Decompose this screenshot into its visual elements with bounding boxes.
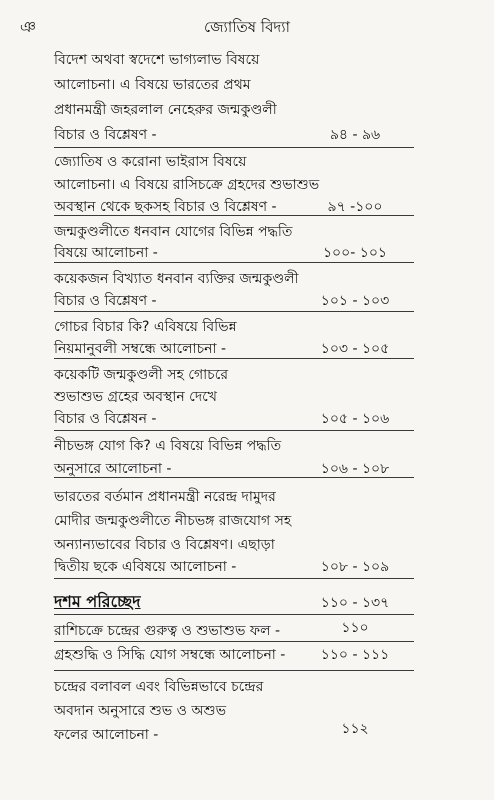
- page-range: ১০১ - ১০৩: [320, 293, 390, 309]
- page-header: [0, 16, 494, 40]
- chapter-title: দশম পরিচ্ছেদ: [54, 592, 141, 611]
- entry-text-line: মোদীর জন্মকুণ্ডলীতে নীচভঙ্গ রাজযোগ সহ: [54, 513, 292, 529]
- entry-divider: [54, 670, 414, 671]
- entry-divider: [54, 262, 414, 263]
- entry-divider: [54, 641, 414, 642]
- page-range: ১১০ - ১১১: [320, 647, 390, 663]
- page-range: ১০০- ১০১: [322, 245, 388, 261]
- entry-divider: [54, 358, 414, 359]
- entry-text-line: অবদান অনুসারে শুভ ও অশুভ: [54, 703, 227, 719]
- entry-text-line: জন্মকুণ্ডলীতে ধনবান যোগের বিভিন্ন পদ্ধতি: [54, 224, 293, 240]
- entry-text-line: চন্দ্রের বলাবল এবং বিভিন্নভাবে চন্দ্রের: [54, 679, 264, 695]
- entry-text-line: কয়েকজন বিখ্যাত ধনবান ব্যক্তির জন্মকুণ্ডলী: [54, 271, 299, 287]
- entry-divider: [54, 578, 414, 579]
- entry-divider: [54, 147, 414, 148]
- running-title: জ্যোতিষ বিদ্যা: [203, 18, 290, 36]
- entry-text-line: অনুসারে আলোচনা -: [54, 461, 172, 477]
- entry-text-line: ভারতের বর্তমান প্রধানমন্ত্রী নরেন্দ্র দামুদর: [54, 489, 276, 505]
- entry-text-line: বিষয়ে আলোচনা -: [54, 245, 158, 261]
- entry-text-line: অন্যান্যভাবের বিচার ও বিশ্লেষণ। এছাড়া: [54, 537, 275, 553]
- entry-text-line: কয়েকটি জন্মকুণ্ডলী সহ গোচরে: [54, 367, 229, 383]
- entry-text-line: বিচার ও বিশ্লেষন -: [54, 411, 157, 427]
- entry-text-line: ফলের আলোচনা -: [54, 727, 159, 743]
- entry-text-line: দ্বিতীয় ছকে এবিষয়ে আলোচনা -: [54, 559, 237, 575]
- entry-text-line: গোচর বিচার কি? এবিষয়ে বিভিন্ন: [54, 319, 237, 335]
- entry-divider: [54, 311, 414, 312]
- entry-divider: [54, 215, 414, 216]
- entry-text-line: বিচার ও বিশ্লেষণ -: [54, 127, 157, 143]
- entry-text-line: রাশিচক্রে চন্দ্রের গুরুত্ব ও শুভাশুভ ফল -: [54, 623, 281, 639]
- entry-divider: [54, 614, 414, 615]
- entry-text-line: বিদেশ অথবা স্বদেশে ভাগ্যলাভ বিষয়ে: [54, 52, 260, 68]
- page-range: ১০৬ - ১০৮: [320, 461, 390, 477]
- chapter-page-range: ১১০ - ১৩৭: [320, 595, 390, 611]
- entry-text-line: শুভাশুভ গ্রহের অবস্থান দেখে: [54, 389, 217, 405]
- entry-text-line: গ্রহশুদ্ধি ও সিদ্ধি যোগ সম্বন্ধে আলোচনা -: [54, 647, 286, 663]
- page-range: ১০৮ - ১০৯: [320, 559, 390, 575]
- entry-divider: [54, 477, 414, 478]
- entry-text-line: আলোচনা। এ বিষয়ে ভারতের প্রথম: [54, 77, 251, 93]
- entry-text-line: বিচার ও বিশ্লেষণ -: [54, 293, 157, 309]
- page-range: ১০৩ - ১০৫: [320, 341, 390, 357]
- entry-text-line: জ্যোতিষ ও করোনা ভাইরাস বিষয়ে: [54, 154, 247, 170]
- page-range: ১১২: [341, 721, 369, 737]
- page-number: ঞ: [20, 18, 36, 36]
- entry-text-line: অবস্থান থেকে ছকসহ বিচার ও বিশ্লেষণ -: [54, 199, 277, 215]
- entry-text-line: প্রধানমন্ত্রী জহরলাল নেহেরুর জন্মকুণ্ডলী: [54, 102, 277, 118]
- entry-divider: [54, 430, 414, 431]
- entry-text-line: আলোচনা। এ বিষয়ে রাসিচক্রে গ্রহদের শুভাশুভ: [54, 177, 320, 193]
- entry-text-line: নীচভঙ্গ যোগ কি? এ বিষয়ে বিভিন্ন পদ্ধতি: [54, 438, 282, 454]
- page-range: ১০৫ - ১০৬: [320, 411, 390, 427]
- page-range: ১১০: [341, 620, 369, 636]
- page-range: ৯৪ - ৯৬: [329, 127, 381, 143]
- entry-text-line: নিয়মানুবলী সম্বন্ধে আলোচনা -: [54, 341, 227, 357]
- page-range: ৯৭ -১০০: [327, 199, 383, 215]
